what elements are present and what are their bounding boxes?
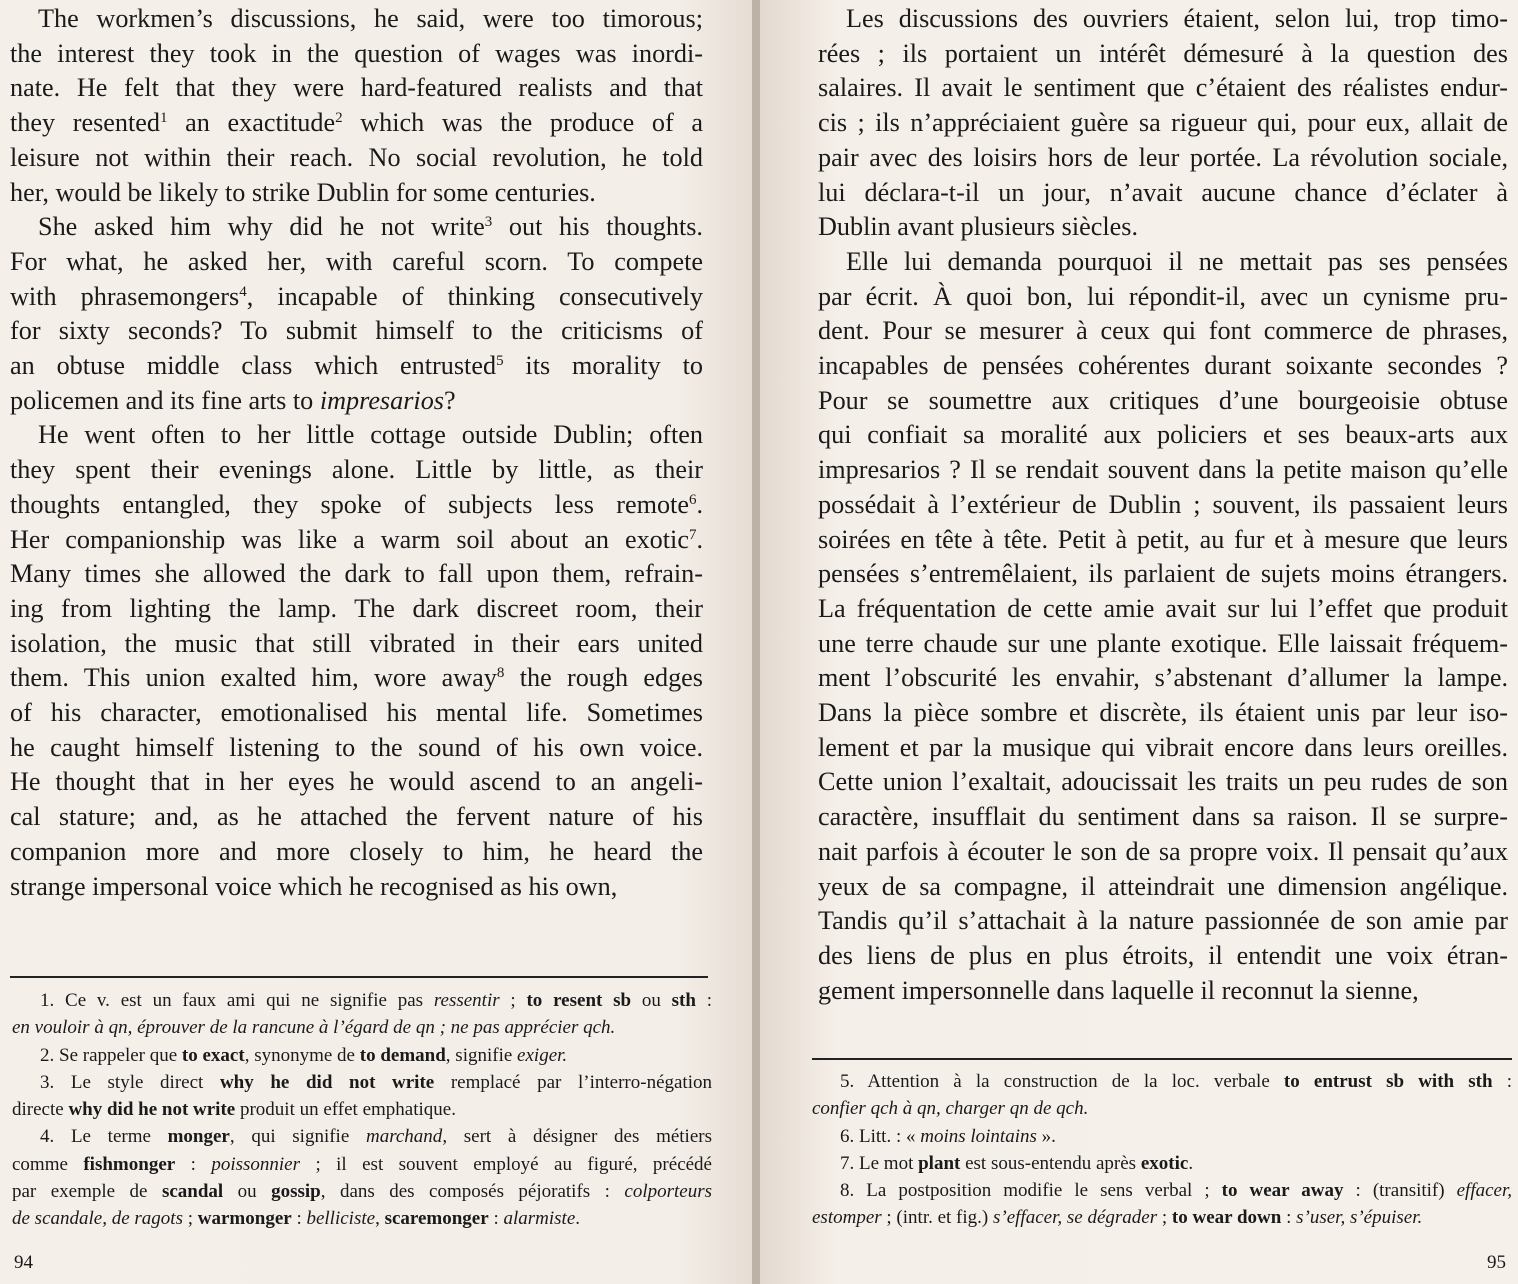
text-line: policemen and its fine arts to impresarios? (10, 385, 456, 415)
left-footnotes (12, 987, 712, 1233)
footnote-ref: 6 (688, 491, 697, 508)
text-line: She asked him why did he not write$^3$ out his thoughts. (38, 212, 703, 242)
footnote-line: 3. Le style direct why he did not write remplacé par l’interro-négation (40, 1071, 712, 1093)
right-footnotes (812, 1068, 1512, 1232)
footnote (12, 987, 712, 1042)
text-line: Many times she allowed the dark to fall upon them, refrain- (10, 559, 703, 589)
text-line: companion more and more closely to him, he heard the (10, 836, 703, 866)
footnote-line: de scandale, de ragots ; warmonger : belliciste, scaremonger : alarmiste. (12, 1208, 580, 1230)
text-line: soirées en tête à tête. Petit à petit, au fur et à mesure que leurs (818, 524, 1508, 554)
italic-term: alarmiste (503, 1208, 576, 1230)
page-number: 94 (14, 1252, 33, 1273)
text-line: possédait à l’extérieur de Dublin ; souvent, ils passaient leurs (818, 489, 1508, 519)
bold-term: sth (671, 990, 696, 1011)
italic-term: s’effacer, se dégrader (993, 1207, 1158, 1229)
italic-term: marchand (365, 1126, 443, 1148)
text-line: dent. Pour se mesurer à ceux qui font commerce de phrases, (818, 316, 1508, 346)
bold-term: scandal (161, 1181, 224, 1203)
text-line: He thought that in her eyes he would ascend to an angeli- (10, 767, 703, 797)
text-line: ing from lighting the lamp. The dark discreet room, their (10, 593, 703, 623)
text-line: Les discussions des ouvriers étaient, selon lui, trop timo- (846, 4, 1508, 33)
bold-term: plant (918, 1152, 961, 1174)
text-line: Dans la pièce sombre et discrète, ils étaient unis par leur iso- (818, 698, 1508, 728)
paragraph (10, 2, 703, 210)
bold-term: monger (167, 1126, 230, 1148)
italic-term: de scandale, de ragots (12, 1208, 183, 1230)
text-line: une terre chaude sur une plante exotique. Elle laissait fréquem- (818, 628, 1508, 658)
paragraph (818, 2, 1508, 245)
text-line: he caught himself listening to the sound of his own voice. (10, 732, 703, 762)
italic-term: confier qch à qn, charger qn de qch. (812, 1098, 1089, 1120)
text-line: pair avec des loisirs hors de leur portée. La révolution sociale, (818, 142, 1508, 172)
footnote-ref: 4 (239, 283, 247, 300)
text-line: Dublin avant plusieurs siècles. (818, 212, 1139, 242)
paragraph (10, 418, 703, 904)
footnote-line: 1. Ce v. est un faux ami qui ne signifie pas ressentir ; to resent sb ou sth : (40, 990, 712, 1011)
text-line: salaires. Il avait le sentiment que c’étaient des réalistes endur- (818, 73, 1508, 103)
footnote-ref: 3 (484, 214, 493, 231)
text-line: Her companionship was like a warm soil about an exotic$^7$. (10, 524, 703, 554)
italic-term: en vouloir à qn, éprouver de la rancune à l’égard de qn ; ne pas apprécier qch. (12, 1017, 616, 1039)
footnote-rule (812, 1058, 1512, 1060)
footnote (812, 1150, 1512, 1177)
bold-term: to entrust sb with sth (1283, 1071, 1493, 1092)
footnote-line (812, 1095, 1512, 1122)
footnote-line: par exemple de scandal ou gossip, dans des composés péjoratifs : colporteurs (12, 1181, 712, 1203)
footnote-line (12, 1014, 712, 1041)
footnote-line: 8. La postposition modifie le sens verbal ; to wear away : (transitif) effacer, (840, 1180, 1513, 1202)
text-line: incapables de pensées cohérentes durant soixante secondes ? (818, 351, 1508, 381)
footnote (812, 1123, 1512, 1150)
bold-term: why did he not write (68, 1099, 236, 1121)
text-line: yeux de sa compagne, il atteindrait une dimension angélique. (818, 871, 1508, 901)
footnote-line: 5. Attention à la construction de la loc. verbale to entrust sb with sth : (840, 1071, 1512, 1092)
bold-term: to exact (181, 1044, 245, 1066)
footnote-ref: 1 (159, 110, 168, 127)
italic-term: impresarios (319, 385, 444, 415)
footnote-line: directe why did he not write produit un effet emphatique. (12, 1099, 456, 1121)
bold-term: warmonger (197, 1208, 292, 1230)
page-number: 95 (1487, 1252, 1506, 1273)
italic-term: poissonnier (211, 1153, 301, 1175)
text-line: cis ; ils n’appréciaient guère sa rigueur qui, pour eux, allait de (818, 108, 1508, 138)
italic-term: estomper (812, 1207, 882, 1229)
footnote-line: 2. Se rappeler que to exact, synonyme de to demand, signifie exiger. (40, 1044, 568, 1066)
footnote-line: 7. Le mot plant est sous-entendu après exotic. (840, 1152, 1194, 1174)
footnote (812, 1177, 1512, 1232)
footnote (12, 1042, 712, 1069)
footnote (12, 1069, 712, 1124)
text-line: nate. He felt that they were hard-featured realists and that (10, 73, 703, 103)
footnote-ref: 7 (688, 526, 697, 543)
italic-term: moins lointains (920, 1125, 1037, 1147)
text-line: thoughts entangled, they spoke of subjects less remote$^6$. (10, 489, 703, 519)
text-line: lement et par la musique qui vibrait encore dans leurs oreilles. (818, 732, 1508, 762)
paragraph (10, 210, 703, 418)
text-line: pensées s’entremêlaient, ils parlaient de sujets moins étrangers. (818, 559, 1508, 589)
text-line: rées ; ils portaient un intérêt démesuré à la question des (818, 38, 1508, 68)
text-line: the interest they took in the question of wages was inordi- (10, 38, 703, 68)
text-line: Pour se soumettre aux critiques d’une bourgeoisie obtuse (818, 385, 1508, 415)
bold-term: to wear down (1171, 1207, 1282, 1229)
text-line: des liens de plus en plus étroits, il entendit une voix étran- (818, 940, 1508, 970)
italic-term: ressentir (433, 990, 500, 1011)
italic-term: belliciste (306, 1208, 376, 1230)
text-line: He went often to her little cottage outside Dublin; often (38, 420, 703, 450)
text-line: cal stature; and, as he attached the fervent nature of his (10, 802, 703, 832)
footnote (812, 1068, 1512, 1123)
text-line: lui déclara-t-il un jour, n’avait aucune chance d’éclater à (818, 177, 1508, 207)
bold-term: scaremonger (384, 1208, 489, 1230)
text-line: of his character, emotionalised his mental life. Sometimes (10, 698, 703, 728)
text-line: strange impersonal voice which he recognised as his own, (10, 871, 618, 901)
text-line: they resented$^1$ an exactitude$^2$ which was the produce of a (10, 108, 703, 138)
italic-term: exiger. (517, 1044, 568, 1066)
bold-term: why he did not write (219, 1071, 435, 1093)
text-line: her, would be likely to strike Dublin for some centuries. (10, 177, 596, 207)
footnote-ref: 8 (496, 665, 505, 682)
text-line: The workmen’s discussions, he said, were too timorous; (38, 4, 703, 33)
text-line: with phrasemongers$^4$, incapable of thinking consecutively (10, 281, 704, 311)
text-line: they spent their evenings alone. Little by little, as their (10, 455, 703, 485)
footnote-line: 6. Litt. : « moins lointains ». (840, 1125, 1056, 1147)
text-line: an obtuse middle class which entrusted$^5$ its morality to (10, 351, 704, 381)
italic-term: effacer, (1456, 1180, 1513, 1202)
book-gutter (752, 0, 760, 1284)
text-line: leisure not within their reach. No social revolution, he told (10, 142, 703, 172)
bold-term: exotic (1140, 1152, 1189, 1174)
footnote (12, 1123, 712, 1232)
text-line: par écrit. À quoi bon, lui répondit-il, avec un cynisme pru- (818, 281, 1508, 311)
text-line: isolation, the music that still vibrated in their ears united (10, 628, 703, 658)
left-body-text (10, 2, 703, 904)
text-line: ment l’obscurité les envahir, s’abstenant d’allumer la lampe. (818, 663, 1508, 693)
footnote-line: 4. Le terme monger, qui signifie marchand, sert à désigner des métiers (40, 1126, 712, 1148)
text-line: caractère, insufflait du sentiment dans sa raison. Il se surpre- (818, 802, 1508, 832)
bold-term: to resent sb (526, 990, 632, 1011)
right-page (760, 0, 1518, 1284)
bold-term: to demand (359, 1044, 446, 1066)
text-line: Tandis qu’il s’attachait à la nature passionnée de son amie par (818, 906, 1508, 936)
bold-term: fishmonger (83, 1153, 176, 1175)
footnote-ref: 2 (335, 110, 343, 127)
italic-term: s’user, s’épuiser. (1296, 1207, 1423, 1229)
bold-term: to wear away (1221, 1180, 1344, 1202)
italic-term: colporteurs (624, 1181, 712, 1203)
left-page (0, 0, 752, 1284)
bold-term: gossip (271, 1181, 321, 1203)
text-line: nait parfois à écouter le son de sa propre voix. Il pensait qu’aux (818, 836, 1508, 866)
right-body-text (818, 2, 1508, 1008)
text-line: For what, he asked her, with careful scorn. To compete (10, 246, 703, 276)
footnote-ref: 5 (496, 353, 504, 370)
text-line: them. This union exalted him, wore away$^8$ the rough edges (10, 663, 704, 693)
footnote-line: comme fishmonger : poissonnier ; il est souvent employé au figuré, précédé (12, 1153, 712, 1175)
text-line: Cette union l’exaltait, adoucissait les traits un peu rudes de son (818, 767, 1508, 797)
footnote-line: estomper ; (intr. et fig.) s’effacer, se dégrader ; to wear down : s’user, s’épuiser. (812, 1207, 1423, 1229)
text-line: qui confiait sa moralité aux policiers et ses beaux-arts aux (818, 420, 1508, 450)
paragraph (818, 245, 1508, 1008)
text-line: Elle lui demanda pourquoi il ne mettait pas ses pensées (846, 246, 1508, 276)
text-line: for sixty seconds? To submit himself to the criticisms of (10, 316, 703, 346)
text-line: La fréquentation de cette amie avait sur lui l’effet que produit (818, 593, 1508, 623)
text-line: gement impersonnelle dans laquelle il reconnut la sienne, (818, 975, 1419, 1005)
footnote-rule (10, 976, 708, 978)
text-line: impresarios ? Il se rendait souvent dans la petite maison qu’elle (818, 455, 1508, 485)
